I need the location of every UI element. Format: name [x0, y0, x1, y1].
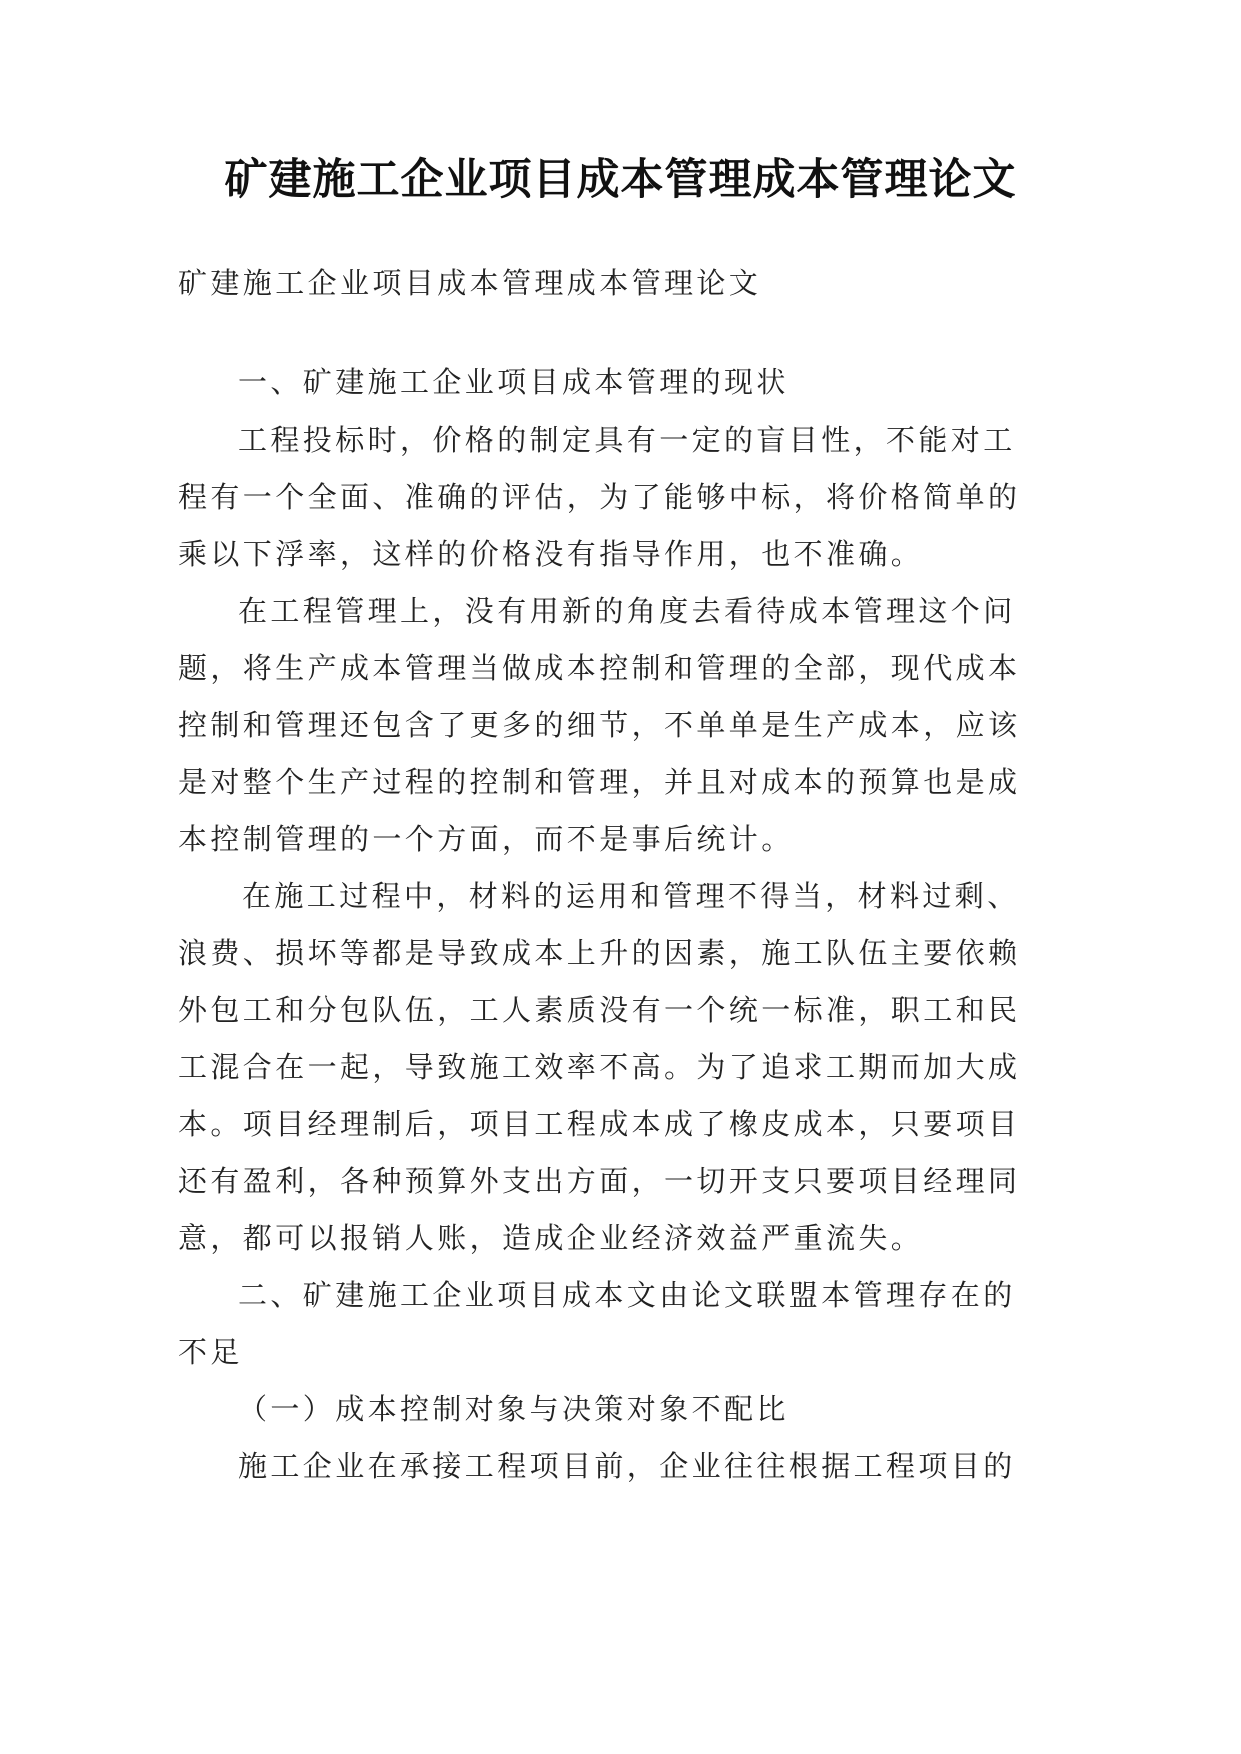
- paragraph-line: 本控制管理的一个方面，而不是事后统计。: [178, 822, 794, 856]
- paragraph-line: 本。项目经理制后，项目工程成本成了橡皮成本，只要项目: [178, 1107, 1021, 1141]
- document-title: 矿建施工企业项目成本管理成本管理论文: [224, 155, 1017, 205]
- paragraph-line: 工程投标时，价格的制定具有一定的盲目性，不能对工: [238, 423, 1016, 457]
- paragraph-line: 控制和管理还包含了更多的细节，不单单是生产成本，应该: [178, 708, 1021, 742]
- paragraph-line: 题，将生产成本管理当做成本控制和管理的全部，现代成本: [178, 651, 1021, 685]
- section-heading-1: 一、矿建施工企业项目成本管理的现状: [238, 365, 789, 399]
- subsection-heading: （一）成本控制对象与决策对象不配比: [238, 1392, 789, 1426]
- paragraph-line: 是对整个生产过程的控制和管理，并且对成本的预算也是成: [178, 765, 1021, 799]
- document-subtitle: 矿建施工企业项目成本管理成本管理论文: [178, 266, 762, 300]
- paragraph-line: 在施工过程中，材料的运用和管理不得当，材料过剩、: [242, 879, 1020, 913]
- paragraph-line: 浪费、损坏等都是导致成本上升的因素，施工队伍主要依赖: [178, 936, 1021, 970]
- section-heading-2-continued: 不足: [178, 1335, 243, 1369]
- section-heading-2: 二、矿建施工企业项目成本文由论文联盟本管理存在的: [238, 1278, 1016, 1312]
- paragraph-line: 程有一个全面、准确的评估，为了能够中标，将价格简单的: [178, 480, 1021, 514]
- paragraph-line: 工混合在一起，导致施工效率不高。为了追求工期而加大成: [178, 1050, 1021, 1084]
- paragraph-line: 还有盈利，各种预算外支出方面，一切开支只要项目经理同: [178, 1164, 1021, 1198]
- paragraph-line: 意，都可以报销人账，造成企业经济效益严重流失。: [178, 1221, 924, 1255]
- paragraph-line: 在工程管理上，没有用新的角度去看待成本管理这个问: [238, 594, 1016, 628]
- paragraph-line: 乘以下浮率，这样的价格没有指导作用，也不准确。: [178, 537, 924, 571]
- paragraph-line: 外包工和分包队伍，工人素质没有一个统一标准，职工和民: [178, 993, 1021, 1027]
- paragraph-line: 施工企业在承接工程项目前，企业往往根据工程项目的: [238, 1449, 1016, 1483]
